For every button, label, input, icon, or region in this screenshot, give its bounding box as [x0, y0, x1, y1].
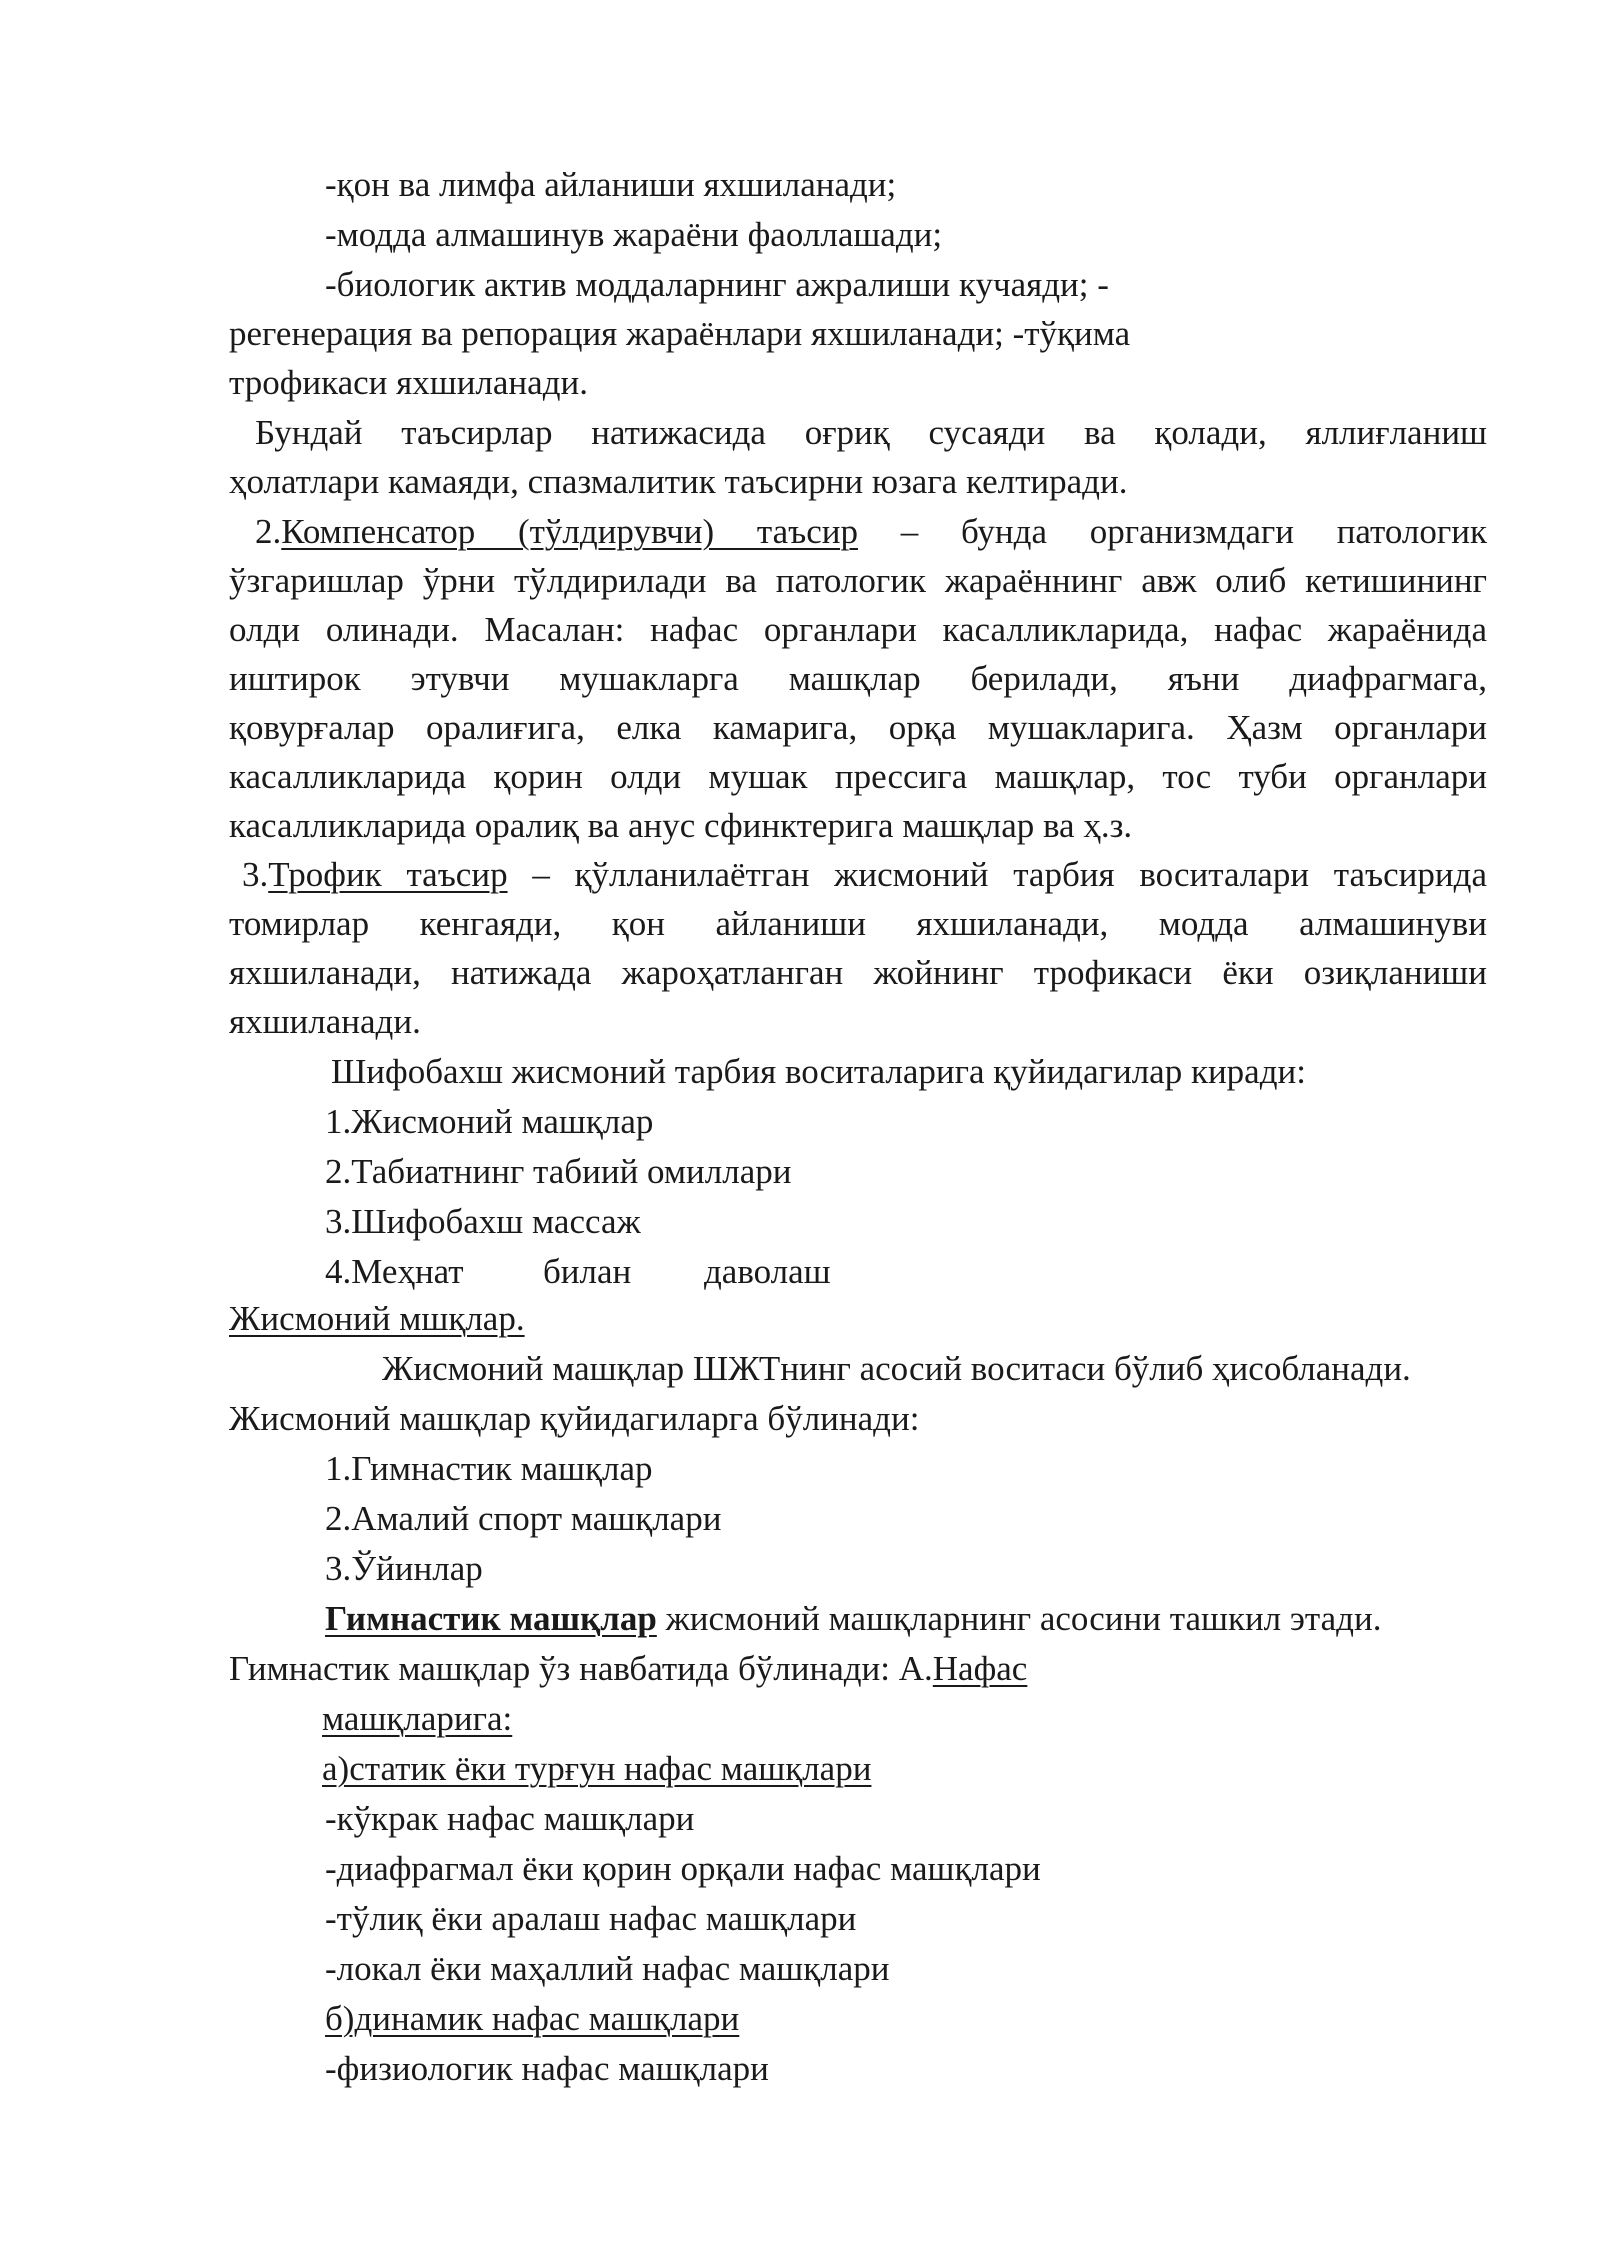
static-breathing-heading: а)статик ёки турғун нафас машқлари — [322, 1749, 872, 1788]
paragraph-trophic-heading — [242, 852, 1487, 898]
text-line: регенерация ва репорация жараёнлари яхшиланади; -тўқима — [229, 314, 1131, 353]
text-line: трофикаси яхшиланади. — [229, 363, 588, 402]
text-line: – қўлланилаётган жисмоний тарбия воситалари таъсирида — [507, 855, 1487, 894]
list-item: -физиологик нафас машқлари — [325, 2049, 769, 2088]
breathing-term: Нафас — [932, 1649, 1028, 1688]
text-line: ўзгаришлар ўрни тўлдирилади ва патологик жараённинг авж олиб кетишининг — [229, 561, 1487, 600]
list-item-part: 4.Меҳнат — [325, 1252, 464, 1291]
text-line: ҳолатлари камаяди, спазмалитик таъсирни юзага келтиради. — [229, 462, 1128, 501]
gymnastic-exercises-line — [325, 1596, 1381, 1642]
section-heading-physical-exercises: Жисмоний мшқлар. — [229, 1299, 525, 1338]
text-line: олди олинади. Масалан: нафас органлари касалликларида, нафас жараёнида — [229, 610, 1487, 649]
text-line: -қон ва лимфа айланиши яхшиланади; — [325, 165, 897, 204]
text-line: Бундай таъсирлар натижасида оғриқ сусаяди ва қолади, яллиғланиш — [255, 413, 1487, 452]
text-line: – бунда организмдаги патологик — [858, 512, 1487, 551]
list-item: 1.Гимнастик машқлар — [325, 1449, 653, 1488]
text-line: -биологик актив моддаларнинг ажралиши кучаяди; - — [325, 265, 1109, 304]
item-number: 2. — [255, 512, 282, 551]
text-line: жисмоний машқларнинг асосини ташкил этади. — [656, 1599, 1382, 1638]
text-line: қовурғалар оралиғига, елка камарига, орқа мушакларига. Ҳазм органлари — [229, 708, 1487, 747]
text-line: Жисмоний машқлар ШЖТнинг асосий воситаси бўлиб ҳисобланади. — [382, 1349, 1411, 1388]
list-item-part: даволаш — [704, 1252, 831, 1291]
trophic-effect-term: Трофик таъсир — [268, 855, 508, 894]
list-item: -тўлиқ ёки аралаш нафас машқлари — [325, 1899, 857, 1938]
item-number: 3. — [242, 855, 269, 894]
breathing-exercises-heading: машқларига: — [322, 1699, 513, 1738]
text-line: Жисмоний машқлар қуйидагиларга бўлинади: — [229, 1399, 920, 1438]
text-line: иштирок этувчи мушакларга машқлар берилади, яъни диафрагмага, — [229, 659, 1487, 698]
list-item: 2.Амалий спорт машқлари — [325, 1499, 722, 1538]
list-item: 2.Табиатнинг табиий омиллари — [325, 1152, 792, 1191]
text-line: касалликларида қорин олди мушак прессига машқлар, тос туби органлари — [229, 757, 1487, 796]
text-line: -модда алмашинув жараёни фаоллашади; — [325, 215, 943, 254]
gymnastic-subdivision-line — [229, 1646, 1027, 1692]
list-item-part: билан — [543, 1252, 632, 1291]
list-item: -диафрагмал ёки қорин орқали нафас машқлари — [325, 1849, 1041, 1888]
dynamic-breathing-heading: б)динамик нафас машқлари — [325, 1999, 740, 2038]
paragraph-compensatory-heading — [255, 509, 1487, 555]
list-item: -локал ёки маҳаллий нафас машқлари — [325, 1949, 890, 1988]
list-item: 3.Ўйинлар — [325, 1549, 483, 1588]
gymnastic-exercises-term: Гимнастик машқлар — [325, 1599, 657, 1638]
text-line: яхшиланади, натижада жароҳатланган жойнинг трофикаси ёки озиқланиши — [229, 953, 1487, 992]
list-item: -кўкрак нафас машқлари — [325, 1799, 695, 1838]
compensatory-effect-term: Компенсатор (тўлдирувчи) таъсир — [281, 512, 858, 551]
list-item: 1.Жисмоний машқлар — [325, 1102, 654, 1141]
text-line: Гимнастик машқлар ўз навбатида бўлинади: А. — [229, 1649, 933, 1688]
text-line: касалликларида оралиқ ва анус сфинктерига машқлар ва ҳ.з. — [229, 806, 1133, 845]
text-line: Шифобахш жисмоний тарбия воситаларига қуйидагилар киради: — [331, 1052, 1306, 1091]
text-line: яхшиланади. — [229, 1002, 421, 1041]
text-line: томирлар кенгаяди, қон айланиши яхшиланади, модда алмашинуви — [229, 904, 1487, 943]
list-item: 3.Шифобахш массаж — [325, 1202, 641, 1241]
